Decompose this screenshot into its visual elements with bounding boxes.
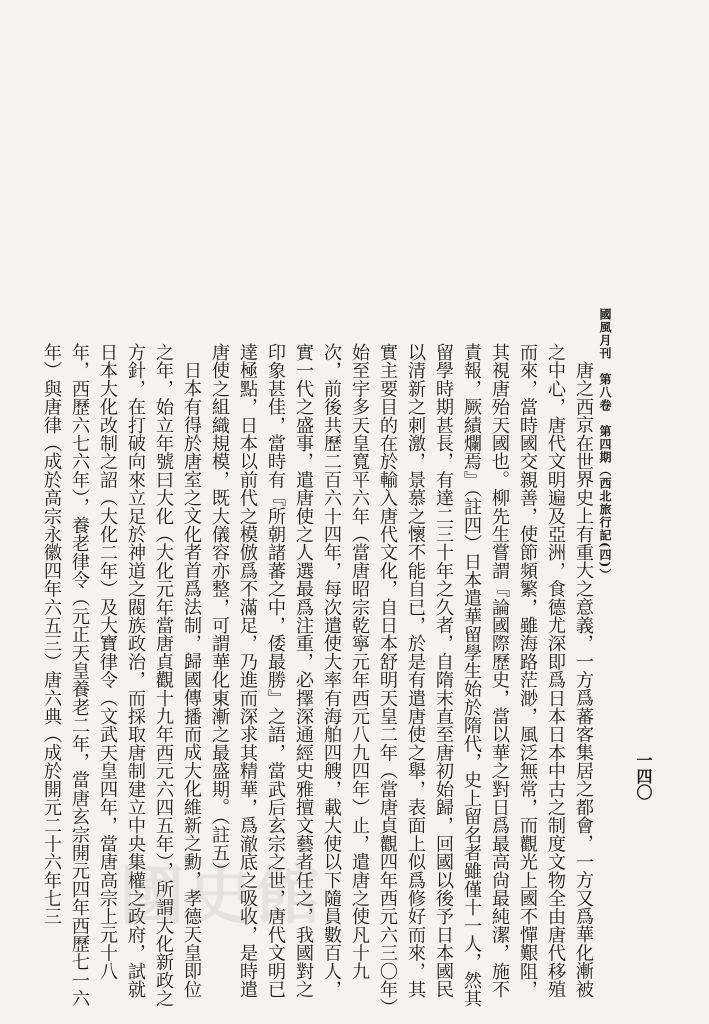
paragraph: 日本有得於唐室之文化者首爲法制，歸國傳播而成大化維新之勳，孝德天皇即位之年，始立年號曰大化（大化元年當唐貞觀十九年西元六四五年），所謂大化新政之方針，在打破向來立足於神道之閥族政治，而採取唐制建立中央集權之政府，試就日本大化改制之詔（大化二年）及大寶律令（文武天皇四年，當唐高宗上元十八年，西歷六七六年），養老律令（元正天皇養老二年，當唐玄宗開元四年西歷七一六年）與唐律（成於高宗永徽四年六五三）唐六典（成於開元二十六年七三 <box>41 343 202 1008</box>
page-number: 一四〇 <box>634 752 653 800</box>
running-header: 國風月刊 第八卷 第四期（西北旅行記(四)） <box>598 308 612 582</box>
paragraph: 唐之西京在世界史上有重大之意義，一方爲蕃客集居之都會，一方又爲華化漸被之中心，唐代文明遍及亞洲，食德尤深即爲日本日本中古之制度文物全由唐代移殖而來，當時國交親善，使節頻繁，雖海路茫渺，風泛無常，而觀光上國不憚艱阻，其視唐殆天國也。柳先生嘗謂『論國際歷史，當以華之對日爲最高尙最純潔，施不責報，厥績爛焉』（註四）日本遣華留學生始於隋代，史上留名者雖僅十一人，然其留學時期甚長，有達二三十年之久者，自隋末直至唐初始歸，回國以後予日本國民以清新之刺激，景慕之懷不能自已，於是有遣唐使之舉，表面上似爲修好而來，其實主要目的在於輸入唐代文化，自日本舒明天皇二年（當唐貞觀四年西元六三〇年）始至宇多天皇寬平六年（當唐昭宗乾寧元年西元八九四年）止，遣唐之使凡十九次，前後共歷二百六十四年，每次遣使大率有海舶四艘，載大使以下隨員數百人，實一代之盛事，遣唐使之人選最爲注重，必擇深通經史雅擅文藝者任之，我國對之印象甚佳，當時有『所朝諸蕃之中，倭最勝』之語，當武后玄宗之世，唐代文明已達極點，日本以前代之模倣爲不滿足，乃進而深求其精華，爲澈底之吸收，是時遣唐使之組織規模，既大儀容亦整，可謂華化東漸之最盛期。（註五） <box>209 343 594 1008</box>
watermark: 國史館 <box>120 859 324 934</box>
